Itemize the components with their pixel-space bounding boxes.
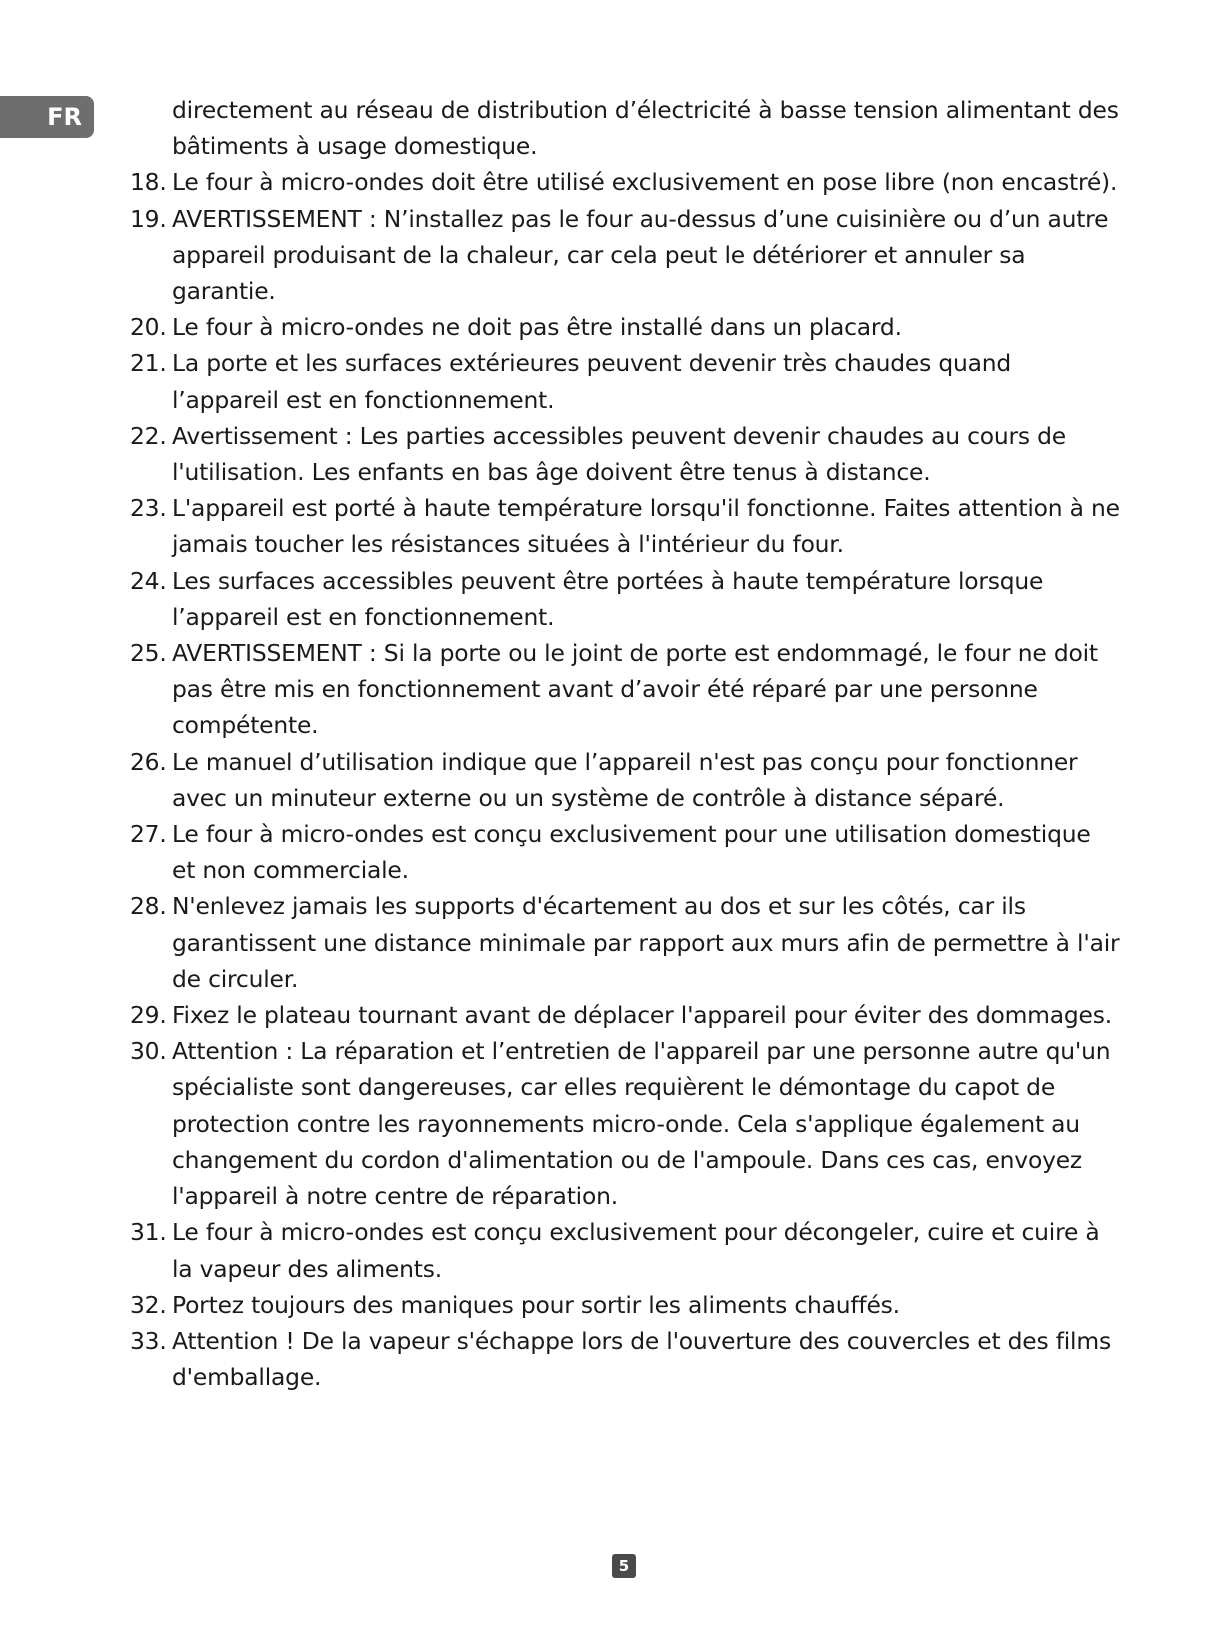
item-text: Le four à micro-ondes est conçu exclusivement pour décongeler, cuire et cuire à la vapeur des aliments. — [172, 1218, 1100, 1283]
item-number: 24. — [130, 566, 167, 595]
page-number: 5 — [612, 1554, 636, 1578]
item-number: 33. — [130, 1326, 167, 1355]
continuation-paragraph: directement au réseau de distribution d’électricité à basse tension alimentant des bâtiments à usage domestique. — [172, 96, 1119, 161]
item-text: AVERTISSEMENT : Si la porte ou le joint de porte est endommagé, le four ne doit pas être mis en fonctionnement avant d’avoir été réparé par une personne compétente. — [172, 639, 1098, 740]
item-text: Le four à micro-ondes doit être utilisé exclusivement en pose libre (non encastré). — [172, 168, 1118, 197]
item-text: L'appareil est porté à haute température lorsqu'il fonctionne. Faites attention à ne jamais toucher les résistances situées à l'intérieur du four. — [172, 494, 1120, 559]
list-item — [130, 345, 1120, 417]
item-text: N'enlevez jamais les supports d'écartement au dos et sur les côtés, car ils garantissent une distance minimale par rapport aux murs afin de permettre à l'air de circuler. — [172, 892, 1120, 993]
list-item — [130, 1323, 1120, 1395]
list-item — [130, 1033, 1120, 1214]
list-item — [130, 1214, 1120, 1286]
item-text: AVERTISSEMENT : N’installez pas le four au-dessus d’une cuisinière ou d’un autre appareil produisant de la chaleur, car cela peut le détériorer et annuler sa garantie. — [172, 204, 1109, 306]
language-tab: FR — [0, 96, 94, 138]
item-text: La porte et les surfaces extérieures peuvent devenir très chaudes quand l’appareil est en fonctionnement. — [172, 349, 1012, 414]
item-text: Attention : La réparation et l’entretien de l'appareil par une personne autre qu'un spécialiste sont dangereuses, car elles requièrent le démontage du capot de protection contre les rayonnements micro-onde. Cela s'applique également au changement du cordon d'alimentation ou de l'ampoule. Dans ces cas, envoyez l'appareil à notre centre de réparation. — [172, 1037, 1111, 1211]
item-number: 19. — [130, 204, 167, 233]
list-item — [130, 635, 1120, 744]
item-number: 28. — [130, 892, 167, 921]
list-item — [130, 490, 1120, 562]
item-text: Le four à micro-ondes est conçu exclusivement pour une utilisation domestique et non commerciale. — [172, 820, 1091, 885]
item-number: 29. — [130, 1001, 167, 1030]
item-number: 32. — [130, 1290, 167, 1319]
list-item — [130, 997, 1120, 1033]
item-text: Fixez le plateau tournant avant de déplacer l'appareil pour éviter des dommages. — [172, 1001, 1112, 1030]
list-item — [130, 563, 1120, 635]
item-number: 18. — [130, 168, 167, 197]
item-text: Avertissement : Les parties accessibles peuvent devenir chaudes au cours de l'utilisation. Les enfants en bas âge doivent être tenus à distance. — [172, 421, 1066, 487]
item-number: 31. — [130, 1218, 167, 1247]
item-text: Les surfaces accessibles peuvent être portées à haute température lorsque l’appareil est en fonctionnement. — [172, 566, 1044, 631]
item-number: 23. — [130, 494, 167, 523]
item-number: 26. — [130, 747, 167, 776]
item-text: Le four à micro-ondes ne doit pas être installé dans un placard. — [172, 313, 902, 342]
item-number: 27. — [130, 820, 167, 849]
safety-instructions-list — [130, 92, 1120, 1395]
item-text: Le manuel d’utilisation indique que l’appareil n'est pas conçu pour fonctionner avec un minuteur externe ou un système de contrôle à distance séparé. — [172, 747, 1078, 812]
list-item — [130, 744, 1120, 816]
item-number: 30. — [130, 1037, 167, 1066]
list-item — [130, 1287, 1120, 1323]
list-item — [130, 201, 1120, 310]
item-text: Attention ! De la vapeur s'échappe lors de l'ouverture des couvercles et des films d'emballage. — [172, 1326, 1111, 1392]
list-item — [130, 309, 1120, 345]
item-number: 21. — [130, 349, 167, 378]
list-item — [130, 816, 1120, 888]
list-item — [130, 888, 1120, 997]
item-number: 22. — [130, 421, 167, 450]
list-item — [130, 418, 1120, 490]
item-number: 25. — [130, 639, 167, 668]
list-item — [130, 164, 1120, 200]
item-number: 20. — [130, 313, 167, 342]
item-text: Portez toujours des maniques pour sortir les aliments chauffés. — [172, 1290, 900, 1319]
